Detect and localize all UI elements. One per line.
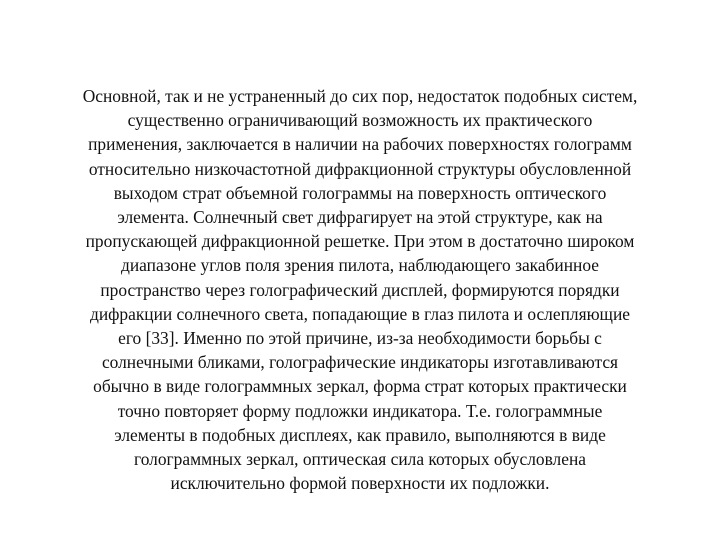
- paragraph-line-12: солнечными бликами, голографические индикаторы изготавливаются: [101, 352, 619, 373]
- body-paragraph: [12, 84, 708, 495]
- paragraph-line-3: применения, заключается в наличии на рабочих поверхностях голограмм: [88, 134, 632, 155]
- paragraph-line-14: точно повторяет форму подложки индикатора. Т.е. голограммные: [117, 400, 603, 421]
- paragraph-line-7: пропускающей дифракционной решетке. При этом в достаточно широком: [85, 231, 635, 252]
- paragraph-line-17: исключительно формой поверхности их подложки.: [170, 473, 550, 494]
- paragraph-line-2: существенно ограничивающий возможность их практического: [127, 110, 593, 131]
- paragraph-line-4: относительно низкочастотной дифракционной структуры обусловленной: [88, 158, 632, 179]
- paragraph-line-16: голограммных зеркал, оптическая сила которых обусловлена: [134, 449, 586, 470]
- paragraph-line-8: диапазоне углов поля зрения пилота, наблюдающего закабинное: [121, 255, 599, 276]
- paragraph-line-9: пространство через голографический дисплей, формируются порядки: [100, 279, 620, 300]
- paragraph-line-15: элементы в подобных дисплеях, как правило, выполняются в виде: [114, 424, 606, 445]
- paragraph-line-5: выходом страт объемной голограммы на поверхность оптического: [113, 182, 607, 203]
- paragraph-line-10: дифракции солнечного света, попадающие в глаз пилота и ослепляющие: [90, 303, 630, 324]
- paragraph-line-6: элемента. Солнечный свет дифрагирует на этой структуре, как на: [117, 207, 603, 228]
- paragraph-line-13: обычно в виде голограммных зеркал, форма страт которых практически: [93, 376, 627, 397]
- paragraph-line-1: Основной, так и не устраненный до сих пор, недостаток подобных систем,: [82, 86, 638, 106]
- paragraph-line-11: его [33]. Именно по этой причине, из-за необходимости борьбы с: [118, 328, 602, 349]
